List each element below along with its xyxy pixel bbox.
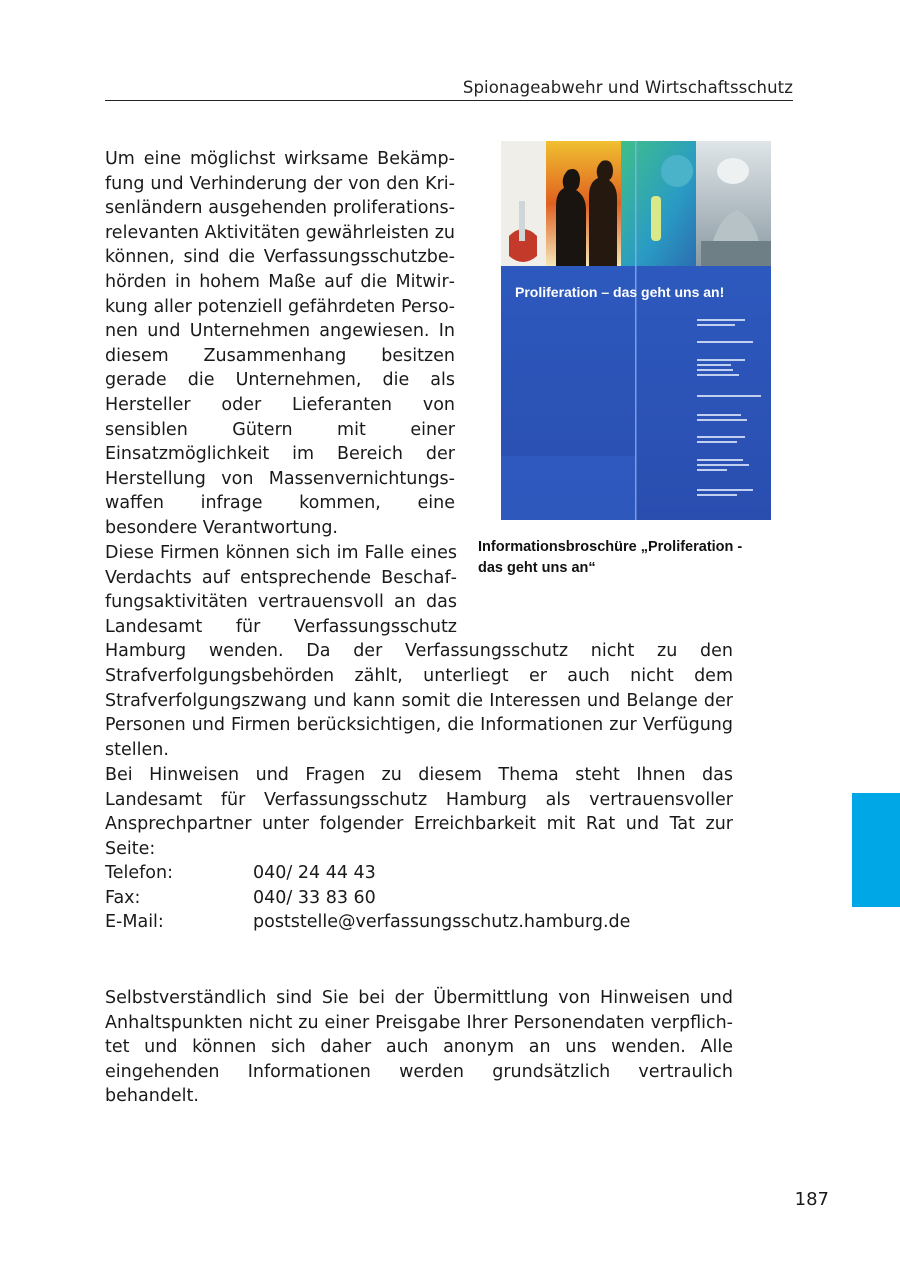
brochure-cover-image bbox=[501, 141, 771, 520]
contact-phone-row bbox=[105, 861, 733, 886]
paragraph-firms-wrapper bbox=[105, 541, 733, 762]
chapter-side-tab bbox=[852, 793, 900, 907]
contact-fax-row bbox=[105, 886, 733, 911]
caption-line-1: Informationsbroschüre „Proliferation - bbox=[478, 539, 743, 555]
phone-value: 040/ 24 44 43 bbox=[253, 863, 376, 883]
contact-email-row bbox=[105, 910, 733, 935]
fax-label: Fax: bbox=[105, 887, 141, 908]
paragraph-intro: Um eine möglichst wirksame Bekämpfung und Verhinderung der von den Krisenländern ausgehenden proliferationsrelevanten Aktivitäten gewährleisten zu können, sind die Verfassungsschutzbehörden in hohem Maße auf die Mitwirkung aller potenziell gefährdeten Personen und Unternehmen angewiesen. In diesem Zusammenhang besitzen gerade die Unternehmen, die als Hersteller oder Lieferanten von sensiblen Gütern mit einer Einsatzmöglichkeit im Bereich der Herstellung von Massenvernichtungswaffen infrage kommen, eine besondere Verantwortung. bbox=[105, 149, 455, 538]
fax-value: 040/ 33 83 60 bbox=[253, 887, 376, 908]
caption-line-2: das geht uns an“ bbox=[478, 560, 596, 576]
paragraph-contact-intro: Bei Hinweisen und Fragen zu diesem Thema steht Ihnen das Landesamt für Verfassungsschutz Hamburg als vertrauensvoller Ansprechpartner unter folgender Erreichbarkeit mit Rat und Tat zur Seite: bbox=[105, 765, 733, 859]
page-number: 187 bbox=[794, 1189, 829, 1210]
running-header: Spionageabwehr und Wirtschaftsschutz bbox=[462, 78, 793, 97]
email-value[interactable]: poststelle@verfassungsschutz.hamburg.de bbox=[253, 912, 631, 933]
brochure-title: Proliferation – das geht uns an! bbox=[515, 284, 725, 300]
email-label: E-Mail: bbox=[105, 912, 164, 933]
paragraph-anonymity: Selbstverständlich sind Sie bei der Übermittlung von Hinweisen und Anhaltspunkten nicht zu einer Preisgabe Ihrer Personendaten verpflichtet und können sich daher auch anonym an uns wenden. Alle eingehenden Informationen werden grundsätzlich vertraulich behandelt. bbox=[105, 988, 733, 1107]
header-rule bbox=[105, 100, 793, 101]
phone-label: Telefon: bbox=[105, 863, 173, 883]
contact-block bbox=[105, 861, 733, 935]
paragraph-firms: Diese Firmen können sich im Falle eines Verdachts auf entsprechende Beschaffungsaktivitäten vertrauensvoll an das Landesamt für Verfassungsschutz Hamburg wenden. Da der Verfassungsschutz nicht zu den Strafverfolgungsbehörden zählt, unterliegt er auch nicht dem Strafverfolgungszwang und kann somit die Interessen und Belange der Personen und Firmen berücksichtigen, die Informationen zur Verfügung stellen. bbox=[105, 543, 733, 760]
caption-space bbox=[457, 541, 733, 615]
